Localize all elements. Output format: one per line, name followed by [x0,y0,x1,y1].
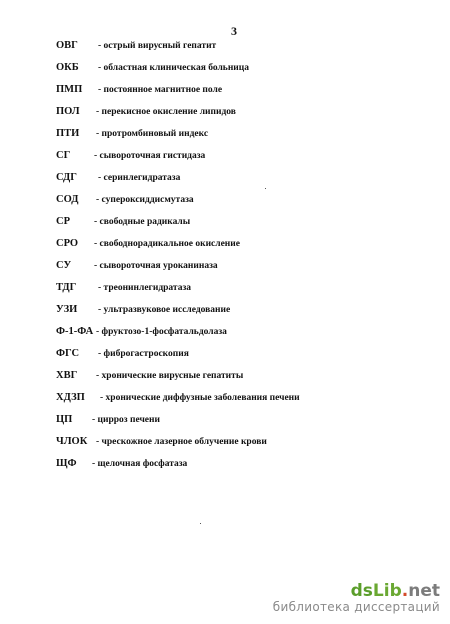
abbreviation-term: ЩФ [56,458,77,469]
abbreviation-definition: - чрескожное лазерное облучение крови [96,437,267,447]
abbreviation-definition: - супероксиддисмутаза [96,195,194,205]
watermark-brand-net: net [408,581,440,601]
abbreviation-definition: - сывороточная уроканиназа [94,261,218,271]
abbreviation-definition: - цирроз печени [92,415,160,425]
abbreviation-term: ФГС [56,348,80,359]
list-item [56,260,436,282]
abbreviation-term: Ф-1-ФА [56,326,94,337]
abbreviation-term: ПМП [56,84,83,95]
abbreviation-definition: - треонинлегидратаза [98,283,192,293]
list-item [56,458,436,480]
list-item [56,216,436,238]
list-item [56,106,436,128]
abbreviation-definition: - острый вирусный гепатит [98,41,217,51]
page-number: 3 [231,24,237,38]
list-item [56,172,436,194]
list-item [56,150,436,172]
list-item [56,370,436,392]
list-item [56,304,436,326]
abbreviation-term: ПТИ [56,128,80,139]
abbreviation-definition: - постоянное магнитное поле [98,85,223,95]
abbreviation-definition: - сывороточная гистидаза [94,151,206,161]
list-item [56,40,436,62]
abbreviation-term: СРО [56,238,79,249]
scan-speck [200,523,201,524]
abbreviation-definition: - фруктозо-1-фосфатальдолаза [96,327,227,337]
abbreviation-term: ХДЗП [56,392,85,403]
list-item [56,62,436,84]
abbreviation-term: ЦП [56,414,73,425]
list-item [56,238,436,260]
list-item [56,282,436,304]
list-item [56,436,436,458]
abbreviation-definition: - ультразвуковое исследование [98,305,231,315]
list-item [56,348,436,370]
abbreviation-term: ПОЛ [56,106,80,117]
abbreviation-term: СДГ [56,172,77,183]
abbreviation-list [56,40,436,480]
abbreviation-term: ХВГ [56,370,78,381]
list-item [56,414,436,436]
abbreviation-term: СОД [56,194,79,205]
list-item [56,326,436,348]
abbreviation-definition: - фиброгастроскопия [98,349,189,359]
abbreviation-definition: - областная клиническая больница [98,63,250,73]
watermark-brand [273,582,440,600]
abbreviation-definition: - свободнорадикальное окисление [94,239,240,249]
list-item [56,392,436,414]
list-item [56,194,436,216]
watermark-brand-lib: Lib [372,581,402,601]
abbreviation-definition: - хронические диффузные заболевания печени [100,393,300,403]
watermark-subtitle: библиотека диссертаций [272,600,440,614]
abbreviation-term: УЗИ [56,304,78,315]
abbreviation-term: ОВГ [56,40,78,51]
abbreviation-definition: - серинлегидратаза [98,173,181,183]
scan-speck [265,188,266,189]
abbreviation-term: ОКБ [56,62,79,73]
abbreviation-definition: - щелочная фосфатаза [92,459,188,469]
abbreviation-definition: - хронические вирусные гепатиты [96,371,244,381]
abbreviation-term: СР [56,216,70,227]
abbreviation-definition: - свободные радикалы [94,217,191,227]
watermark-brand-dot: . [401,581,409,601]
list-item [56,84,436,106]
abbreviation-term: ЧЛОК [56,436,88,447]
watermark [273,582,440,614]
abbreviation-term: ТДГ [56,282,77,293]
abbreviation-term: СГ [56,150,71,161]
abbreviation-definition: - перекисное окисление липидов [96,107,236,117]
watermark-brand-ds: ds [350,581,373,601]
list-item [56,128,436,150]
abbreviation-definition: - протромбиновый индекс [96,129,209,139]
abbreviation-term: СУ [56,260,72,271]
